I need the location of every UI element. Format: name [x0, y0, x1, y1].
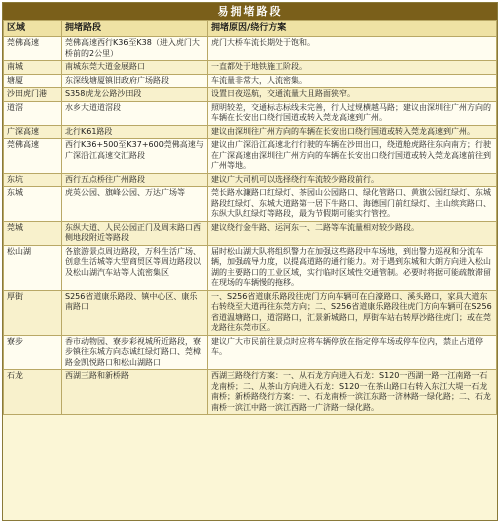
- table-row: [4, 187, 497, 222]
- plan-cell: 莞长路水濂路口红绿灯、茶园山公园路口、绿化管路口、黄旗公园红绿灯、东城路段红绿灯、东城大道路第一居下牛路口、海德国门前红绿灯、主山缤宾路口、东纵大队红绿灯等路段，最为节假期可能实行管控。: [208, 187, 497, 222]
- plan-cell: 照明较差，交通标志标线未完善，行人过规横越马路；建议由深圳往广州方向的车辆在长安出口绕行国道或转入莞龙高速到广州。: [208, 101, 497, 125]
- area-cell: 南城: [4, 61, 62, 75]
- congestion-table-panel: [2, 2, 498, 521]
- area-cell: 东坑: [4, 173, 62, 187]
- area-cell: 广深高速: [4, 125, 62, 139]
- road-cell: 水乡大道道滘段: [62, 101, 208, 125]
- plan-cell: 建议广大市民前往景点时应将车辆停放在指定停车场或停车位内，禁止占道停车。: [208, 335, 497, 370]
- area-cell: 道滘: [4, 101, 62, 125]
- table-header-row: [4, 21, 497, 37]
- plan-cell: 西湖三路绕行方案：一、从石龙方向进入石龙：S120一西湖一路一江南路一石龙南桥；二、从茶山方向进入石龙：S120一在茶山路口右转入东江大堤一石龙南桥；新桥路绕行方案：一、石龙南桥一滨江东路一济林路一绿化路；二、石龙南桥一滨江中路一滨江西路一广济路一绿化路。: [208, 370, 497, 415]
- plan-cell: 一、S256省道康乐路段往虎门方向车辆可在白濠路口、溪头路口，家具大道东右转绕至大道再往东莞方向；二、S256省道康乐路段往虎门方向车辆可在S256省道温塘路口，道滘路口，汇景新城路口，厚街车站右转厚沙路往虎门；或在莞龙路往东莞市区。: [208, 290, 497, 335]
- table-row: [4, 335, 497, 370]
- area-cell: 东城: [4, 187, 62, 222]
- road-cell: 虎英公园、旗峰公园、万达广场等: [62, 187, 208, 222]
- column-header-area: 区域: [4, 21, 62, 37]
- table-row: [4, 88, 497, 102]
- plan-cell: 建议绕行金牛路、运河东一、二路等车流量相对较少路段。: [208, 221, 497, 245]
- table-row: [4, 139, 497, 174]
- road-cell: 西湖三路和新桥路: [62, 370, 208, 415]
- road-cell: S256省道康乐路段、镇中心区、康乐南路口: [62, 290, 208, 335]
- road-cell: 东深线塘厦镇旧政府广场路段: [62, 74, 208, 88]
- column-header-plan: 拥堵原因/绕行方案: [208, 21, 497, 37]
- plan-cell: 虎门大桥车流长期处于饱和。: [208, 37, 497, 61]
- plan-cell: 建议由广深沿江高速北行行驶的车辆在沙田出口，绕道舱虎路往东向南方；行驶在广深高速由深圳往广州方向的车辆在长安出口绕行国道或转入莞龙高速前往到广州等地。: [208, 139, 497, 174]
- table-row: [4, 101, 497, 125]
- plan-cell: 建议广大司机可以选择绕行车流较少路段前行。: [208, 173, 497, 187]
- table-row: [4, 125, 497, 139]
- plan-cell: 一直都处于地铁施工阶段。: [208, 61, 497, 75]
- area-cell: 寮步: [4, 335, 62, 370]
- table-row: [4, 74, 497, 88]
- road-cell: 北行K61路段: [62, 125, 208, 139]
- area-cell: 松山湖: [4, 245, 62, 290]
- area-cell: 厚街: [4, 290, 62, 335]
- table-row: [4, 173, 497, 187]
- road-cell: 各旅游景点周边路段，万科生活广场、创意生活城等大型商贸区等周边路段以及松山湖汽车站等人流密集区: [62, 245, 208, 290]
- road-cell: 南城东莞大道金展路口: [62, 61, 208, 75]
- table-row: [4, 290, 497, 335]
- plan-cell: 建议由深圳往广州方向的车辆在长安出口绕行国道或转入莞龙高速到广州。: [208, 125, 497, 139]
- table-row: [4, 370, 497, 415]
- road-cell: 香市动物园、寮步彩视城所近路段，寮步镇往东城方向态诚红绿灯路口、莞樟路金凯悦路口和松山湖路口: [62, 335, 208, 370]
- table-row: [4, 61, 497, 75]
- road-cell: 莞佛高速西行K36至K38（进入虎门大桥前的2公里）: [62, 37, 208, 61]
- road-cell: 东纵大道、人民公园正门及周末路口西侧地段附近等路段: [62, 221, 208, 245]
- road-cell: 西行五点桥往广州路段: [62, 173, 208, 187]
- road-cell: 西行K36+500至K37+600莞佛高速与广深沿江高速交汇路段: [62, 139, 208, 174]
- road-cell: S358虎龙公路沙田段: [62, 88, 208, 102]
- area-cell: 塘厦: [4, 74, 62, 88]
- table-row: [4, 245, 497, 290]
- congestion-table: [3, 20, 497, 415]
- table-row: [4, 37, 497, 61]
- area-cell: 莞佛高速: [4, 139, 62, 174]
- plan-cell: 届时松山湖大队将组织警力在加强这些路段中车场地，到出警力巡视和分流车辆，加强疏导力度，以提高道路的通行能力。对于遇到东城和大朗方向进入松山湖的主要路口的工业区域，实行临时区域性交通管制。必要时将据可能疏散滞留在现场的车辆慢的拖移。: [208, 245, 497, 290]
- plan-cell: 车流量非常大，人流密集。: [208, 74, 497, 88]
- table-row: [4, 221, 497, 245]
- area-cell: 沙田虎门港: [4, 88, 62, 102]
- column-header-road: 拥堵路段: [62, 21, 208, 37]
- area-cell: 莞城: [4, 221, 62, 245]
- panel-title: 易拥堵路段: [3, 3, 497, 20]
- plan-cell: 设置日夜巡航，交通流量大且路面狭窄。: [208, 88, 497, 102]
- area-cell: 石龙: [4, 370, 62, 415]
- area-cell: 莞佛高速: [4, 37, 62, 61]
